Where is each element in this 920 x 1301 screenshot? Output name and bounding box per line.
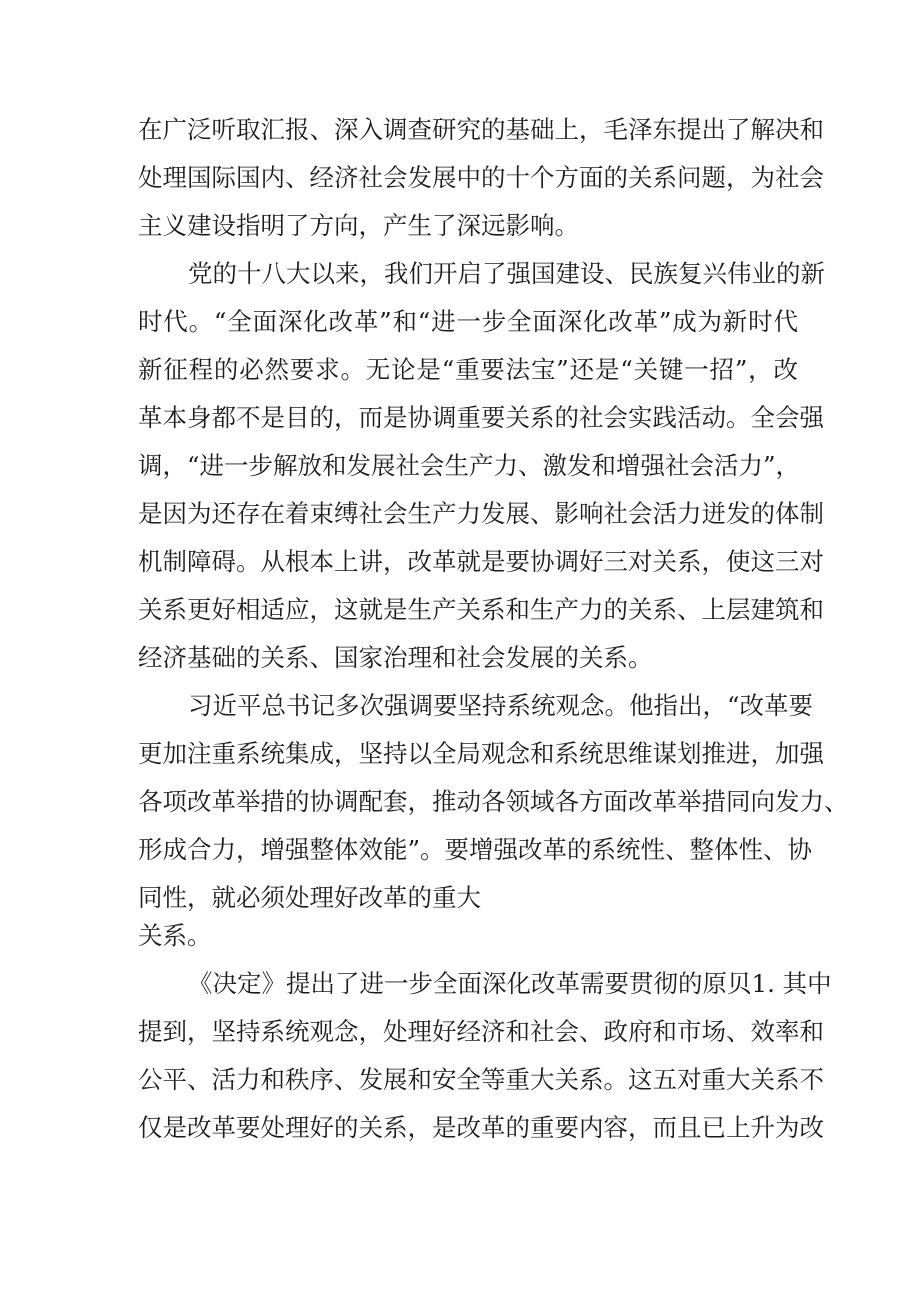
paragraph-2-line-8: 关系更好相适应，这就是生产关系和生产力的关系、上层建筑和 bbox=[138, 595, 824, 624]
paragraph-2-line-5: 调，“进一步解放和发展社会生产力、激发和增强社会活力”， bbox=[138, 451, 801, 480]
paragraph-3-line-2: 更加注重系统集成，坚持以全局观念和系统思维谋划推进，加强 bbox=[138, 739, 824, 768]
paragraph-2-line-4: 革本身都不是目的，而是协调重要关系的社会实践活动。全会强 bbox=[138, 403, 824, 432]
paragraph-2-line-3: 新征程的必然要求。无论是“重要法宝”还是“关键一招”，改 bbox=[138, 355, 798, 384]
paragraph-1-line-1: 在广泛听取汇报、深入调查研究的基础上，毛泽东提出了解决和 bbox=[138, 115, 824, 144]
paragraph-4-line-1: 《决定》提出了进一步全面深化改革需要贯彻的原贝1. 其中 bbox=[188, 969, 832, 998]
paragraph-2-line-9: 经济基础的关系、国家治理和社会发展的关系。 bbox=[138, 643, 653, 672]
paragraph-3-line-4: 形成合力，增强整体效能”。要增强改革的系统性、整体性、协 bbox=[138, 835, 813, 864]
paragraph-1-line-2: 处理国际国内、经济社会发展中的十个方面的关系问题，为社会 bbox=[138, 163, 824, 192]
paragraph-2-line-1: 党的十八大以来，我们开启了强国建设、民族复兴伟业的新 bbox=[188, 259, 825, 288]
paragraph-4-line-2: 提到，坚持系统观念，处理好经济和社会、政府和市场、效率和 bbox=[138, 1017, 824, 1046]
paragraph-3-line-5: 同性，就必须处理好改革的重大 bbox=[138, 883, 481, 912]
paragraph-3-line-1: 习近平总书记多次强调要坚持系统观念。他指出，“改革要 bbox=[188, 691, 814, 720]
paragraph-2-line-7: 机制障碍。从根本上讲，改革就是要协调好三对关系，使这三对 bbox=[138, 547, 824, 576]
paragraph-4-line-3: 公平、活力和秩序、发展和安全等重大关系。这五对重大关系不 bbox=[138, 1065, 824, 1094]
paragraph-1-line-3: 主义建设指明了方向，产生了深远影响。 bbox=[138, 211, 579, 240]
paragraph-3-line-6: 关系。 bbox=[138, 921, 212, 950]
paragraph-2-line-6: 是因为还存在着束缚社会生产力发展、影响社会活力迸发的体制 bbox=[138, 499, 824, 528]
paragraph-4-line-4: 仅是改革要处理好的关系，是改革的重要内容，而且已上升为改 bbox=[138, 1113, 824, 1142]
paragraph-2-line-2: 时代。“全面深化改革”和“进一步全面深化改革”成为新时代 bbox=[138, 307, 798, 336]
paragraph-3-line-3: 各项改革举措的协调配套，推动各领域各方面改革举措同向发力、 bbox=[138, 787, 849, 816]
